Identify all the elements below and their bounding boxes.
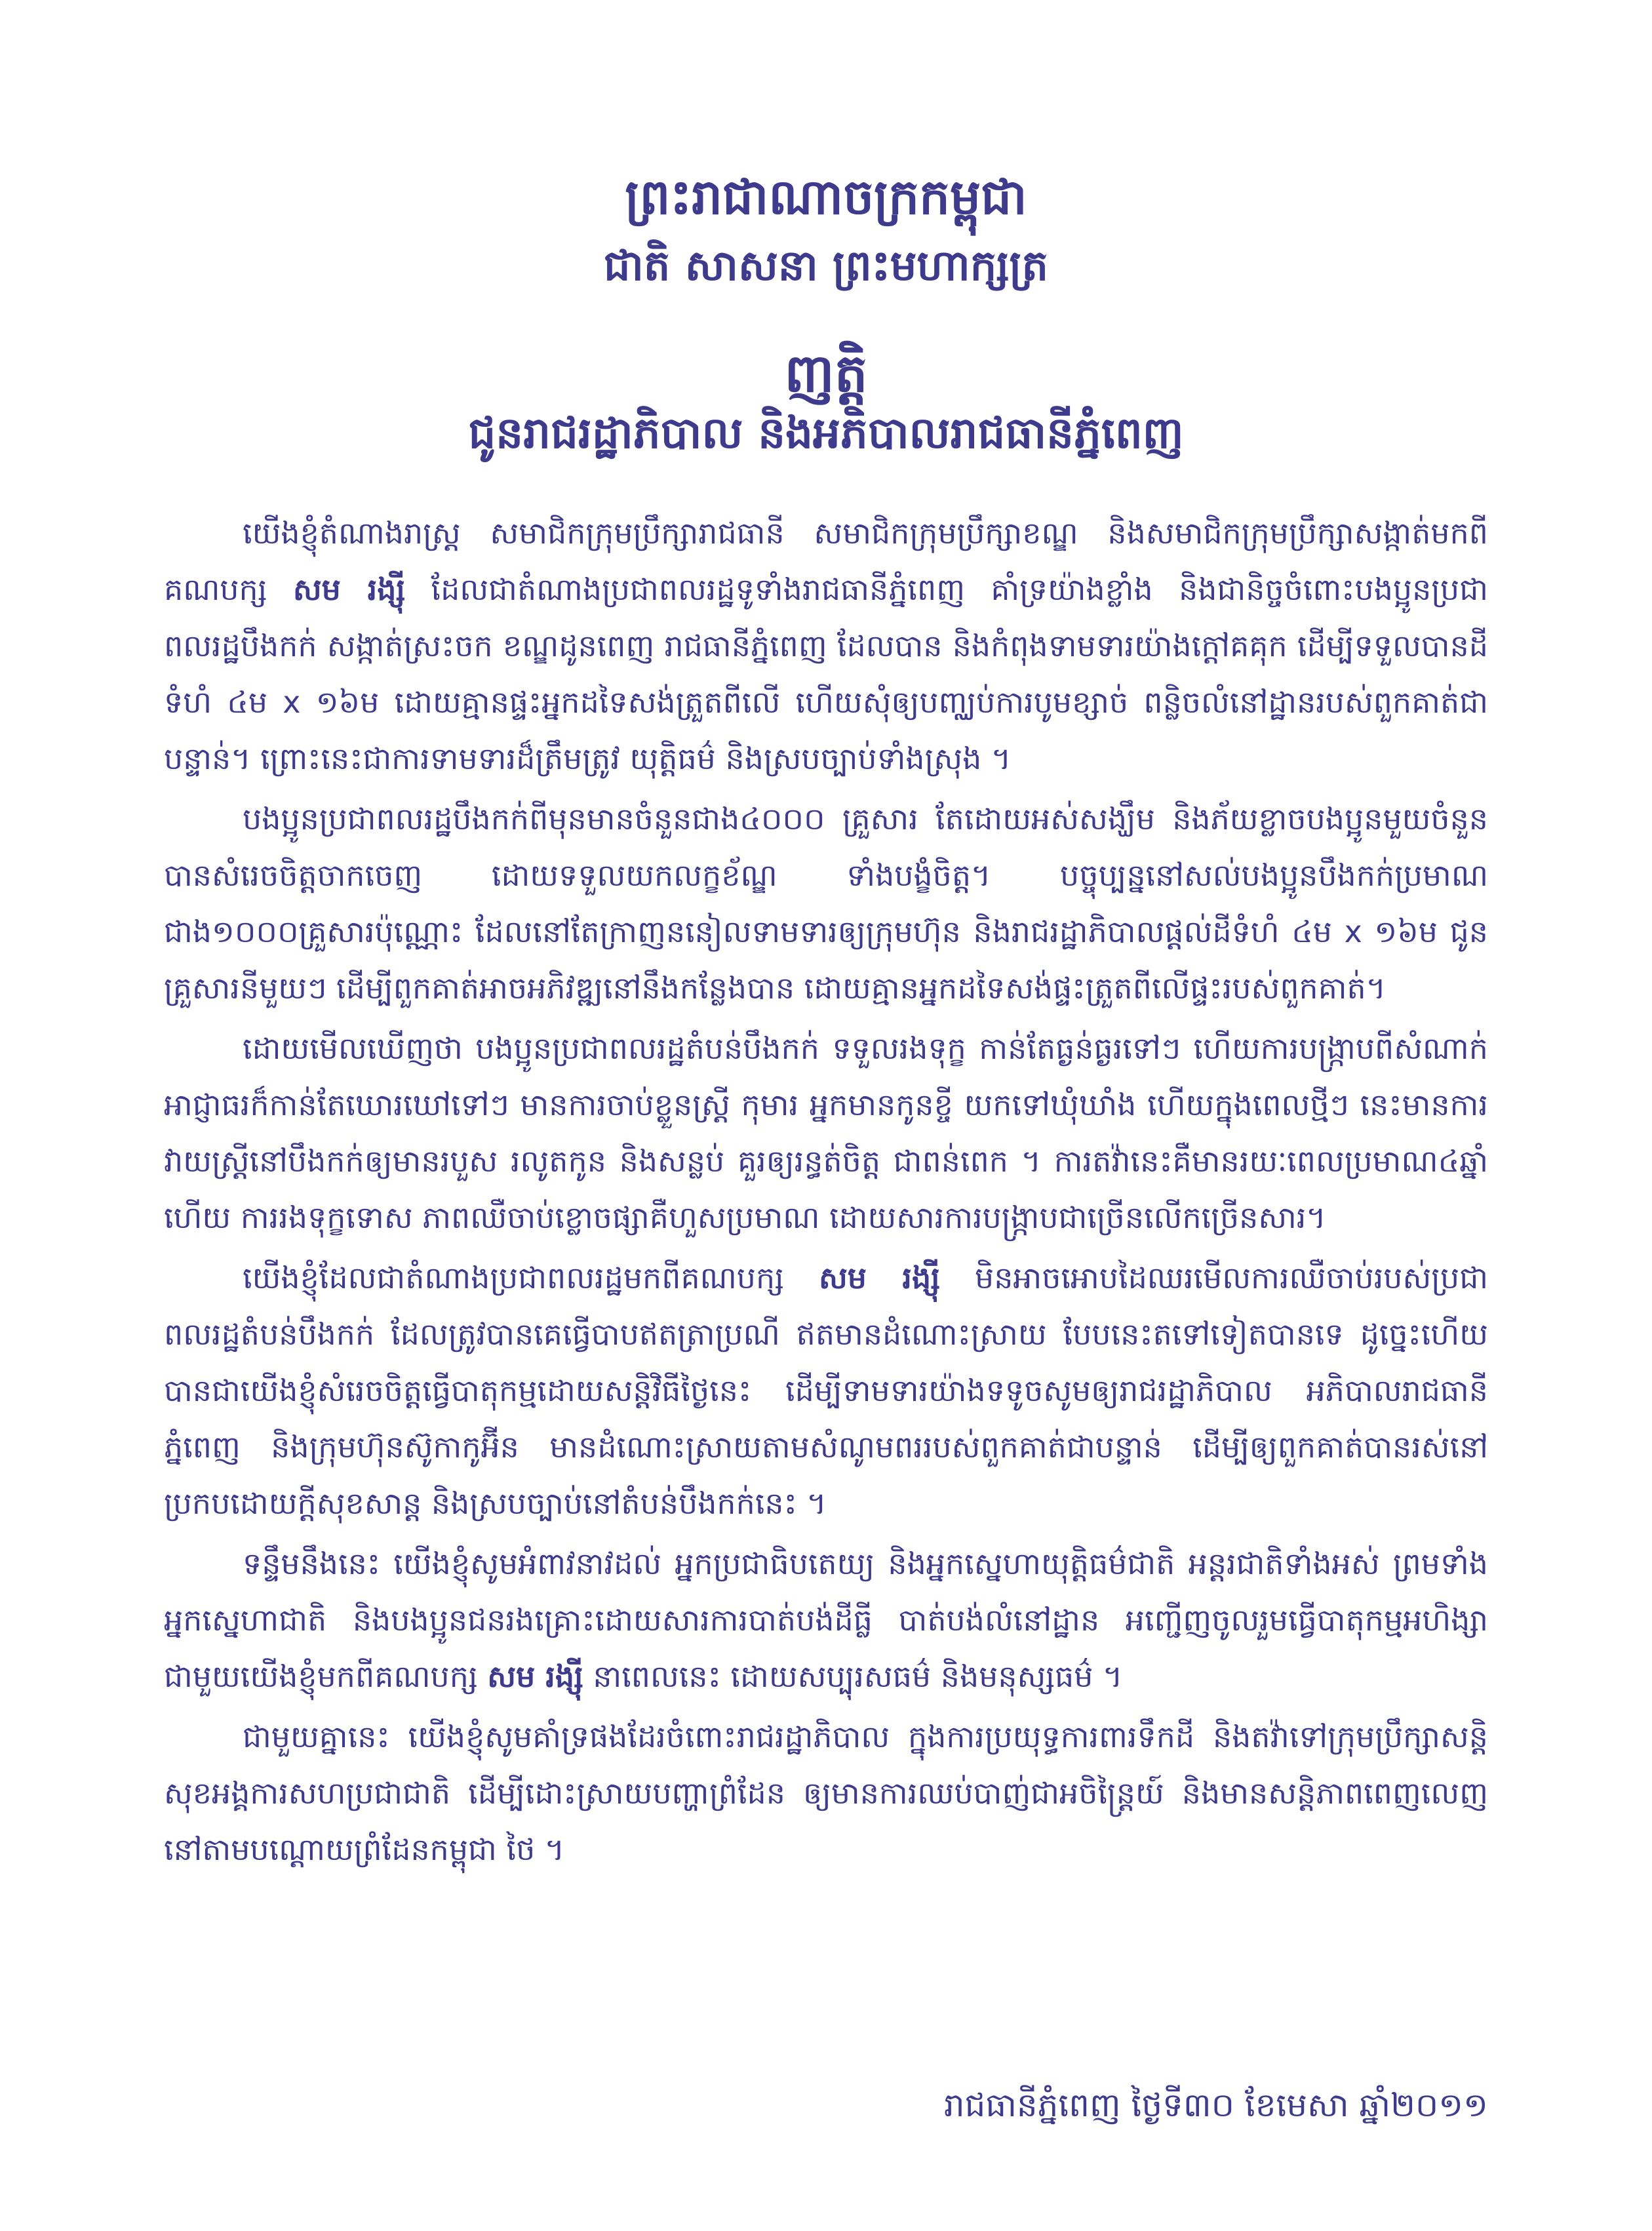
paragraph-4-text-b: មិនអាចអោបដៃឈរមើលការឈឺចាប់របស់ប្រជាពលរដ្ឋតំបន់បឹងកក់ ដែលត្រូវបានគេធ្វើបាបឥតត្រាប្រណី ឥតមានដំណោះស្រាយ បែបនេះតទៅទៀតបានទេ ដូច្នេះហើយបានជាយើងខ្ញុំសំរេចចិត្តធ្វើបាតុកម្មដោយសន្តិវិធីថ្ងៃនេះ ដើម្បីទាមទារយ៉ាងទទូចសូមឲ្យរាជរដ្ឋាភិបាល អភិបាលរាជធានីភ្នំពេញ និងក្រុមហ៊ុនស៊ូកាកូអ៊ីន មានដំណោះស្រាយតាមសំណូមពររបស់ពួកគាត់ជាបន្ទាន់ ដើម្បីឲ្យពួកគាត់បានរស់នៅ ប្រកបដោយក្ដីសុខសាន្ត និងស្របច្បាប់នៅតំបន់បឹងកក់នេះ ។ xyxy=(164,1260,1488,1521)
party-name: សម រង្ស៊ី xyxy=(292,572,406,607)
paragraph-4-text-a: យើងខ្ញុំដែលជាតំណាងប្រជាពលរដ្ឋមកពីគណបក្ស xyxy=(243,1260,819,1295)
dateline: រាជធានីភ្នំពេញ ថ្ងៃទី៣០ ខែមេសា ឆ្នាំ២០១១ xyxy=(943,2086,1488,2124)
paragraph-5 xyxy=(164,1535,1488,1705)
paragraph-5-text-a: ទន្ទឹមនឹងនេះ យើងខ្ញុំសូមអំពាវនាវដល់ អ្នកប្រជាធិបតេយ្យ និងអ្នកស្នេហាយុត្តិធម៌ជាតិ អន្តរជាតិទាំងអស់ ព្រមទាំងអ្នកស្នេហាជាតិ និងបងប្អូនជនរងគ្រោះដោយសារការបាត់បង់ដីធ្លី បាត់បង់លំនៅដ្ឋាន អញ្ជើញចូលរួមធ្វើបាតុកម្មអហិង្សា ជាមួយយើងខ្ញុំមកពីគណបក្ស xyxy=(164,1546,1488,1694)
national-motto: ជាតិ សាសនា ព្រះមហាក្សត្រ xyxy=(603,242,1049,290)
paragraph-3-text: ដោយមើលឃើញថា បងប្អូនប្រជាពលរដ្ឋតំបន់បឹងកក់ ទទួលរងទុក្ខ កាន់តែធ្ងន់ធ្ងរទៅៗ ហើយការបង្ក្រាបពីសំណាក់អាជ្ញាធរក៏កាន់តែឃោរឃៅទៅៗ មានការចាប់ខ្លួនស្ត្រី កុមារ អ្នកមានកូនខ្ចី យកទៅឃុំឃាំង ហើយក្នុងពេលថ្មីៗ នេះមានការវាយស្ត្រីនៅបឹងកក់ឲ្យមានរបួស រលូតកូន និងសន្លប់ គួរឲ្យរន្ធត់ចិត្ត ជាពន់ពេក ។ ការតវ៉ានេះគឺមានរយៈពេលប្រមាណ៤ឆ្នាំហើយ ការរងទុក្ខទោស ភាពឈឺចាប់ខ្លោចផ្សាគឺហួសប្រមាណ ដោយសារការបង្ក្រាបជាច្រើនលើកច្រើនសារ។ xyxy=(164,1031,1488,1235)
paragraph-5-text-b: នាពេលនេះ ដោយសប្បុរសធម៌ និងមនុស្សធម៌ ។ xyxy=(583,1659,1123,1694)
document-subtitle: ជូនរាជរដ្ឋាភិបាល និងអភិបាលរាជធានីភ្នំពេញ xyxy=(468,408,1184,458)
document-title: ញត្តិ xyxy=(784,343,868,404)
paragraph-6 xyxy=(164,1708,1488,1878)
paragraph-3 xyxy=(164,1020,1488,1246)
paragraph-1-text-b: ដែលជាតំណាងប្រជាពលរដ្ឋទូទាំងរាជធានីភ្នំពេញ គាំទ្រយ៉ាងខ្លាំង និងជានិច្ចចំពោះបងប្អូនប្រជាពលរដ្ឋបឹងកក់ សង្កាត់ស្រះចក ខណ្ឌដូនពេញ រាជធានីភ្នំពេញ ដែលបាន និងកំពុងទាមទារយ៉ាងក្ដៅគគុក ដើម្បីទទួលបានដីទំហំ ៤ម x ១៦ម ដោយគ្មានផ្ទះអ្នកដទៃសង់ត្រួតពីលើ ហើយសុំឲ្យបញ្ឈប់ការបូមខ្សាច់ ពន្លិចលំនៅដ្ឋានរបស់ពួកគាត់ជាបន្ទាន់។ ព្រោះនេះជាការទាមទារដ៏ត្រឹមត្រូវ យុត្តិធម៌ និងស្របច្បាប់ទាំងស្រុង ។ xyxy=(164,572,1488,776)
party-name: សម រង្ស៊ី xyxy=(487,1659,583,1694)
petition-body xyxy=(164,505,1488,1882)
paragraph-2 xyxy=(164,791,1488,1016)
paragraph-1-text-a: យើងខ្ញុំតំណាងរាស្ត្រ សមាជិកក្រុមប្រឹក្សារាជធានី សមាជិកក្រុមប្រឹក្សាខណ្ឌ និងសមាជិកក្រុមប្រឹក្សាសង្កាត់មកពីគណបក្ស xyxy=(164,515,1488,607)
party-name: សម រង្ស៊ី xyxy=(818,1260,940,1295)
paragraph-2-text: បងប្អូនប្រជាពលរដ្ឋបឹងកក់ពីមុនមានចំនួនជាង៤០០០ គ្រួសារ តែដោយអស់សង្ឃឹម និងភ័យខ្លាចបងប្អូនមួយចំនួនបានសំរេចចិត្តចាកចេញ ដោយទទួលយកលក្ខខ័ណ្ឌ ទាំងបង្ខំចិត្ត។ បច្ចុប្បន្ននៅសល់បងប្អូនបឹងកក់ប្រមាណជាង១០០០គ្រួសារប៉ុណ្ណោះ ដែលនៅតែក្រាញននៀលទាមទារឲ្យក្រុមហ៊ុន និងរាជរដ្ឋាភិបាលផ្ដល់ដីទំហំ ៤ម x ១៦ម ជូនគ្រួសារនីមួយៗ ដើម្បីពួកគាត់អាចអភិវឌ្ឍនៅនឹងកន្លែងបាន ដោយគ្មានអ្នកដទៃសង់ផ្ទះត្រួតពីលើផ្ទះរបស់ពួកគាត់។ xyxy=(164,801,1488,1006)
paragraph-4 xyxy=(164,1250,1488,1531)
kingdom-heading: ព្រះរាជាណាចក្រកម្ពុជា xyxy=(625,169,1027,226)
paragraph-1 xyxy=(164,505,1488,787)
paragraph-6-text: ជាមួយគ្នានេះ យើងខ្ញុំសូមគាំទ្រផងដែរចំពោះរាជរដ្ឋាភិបាល ក្នុងការប្រយុទ្ធការពារទឹកដី និងតវ៉ាទៅក្រុមប្រឹក្សាសន្តិសុខអង្គការសហប្រជាជាតិ ដើម្បីដោះស្រាយបញ្ហាព្រំដែន ឲ្យមានការឈប់បាញ់ជាអចិន្ត្រៃយ៍ និងមានសន្តិភាពពេញលេញ នៅតាមបណ្ដោយព្រំដែនកម្ពុជា ថៃ ។ xyxy=(164,1719,1488,1867)
